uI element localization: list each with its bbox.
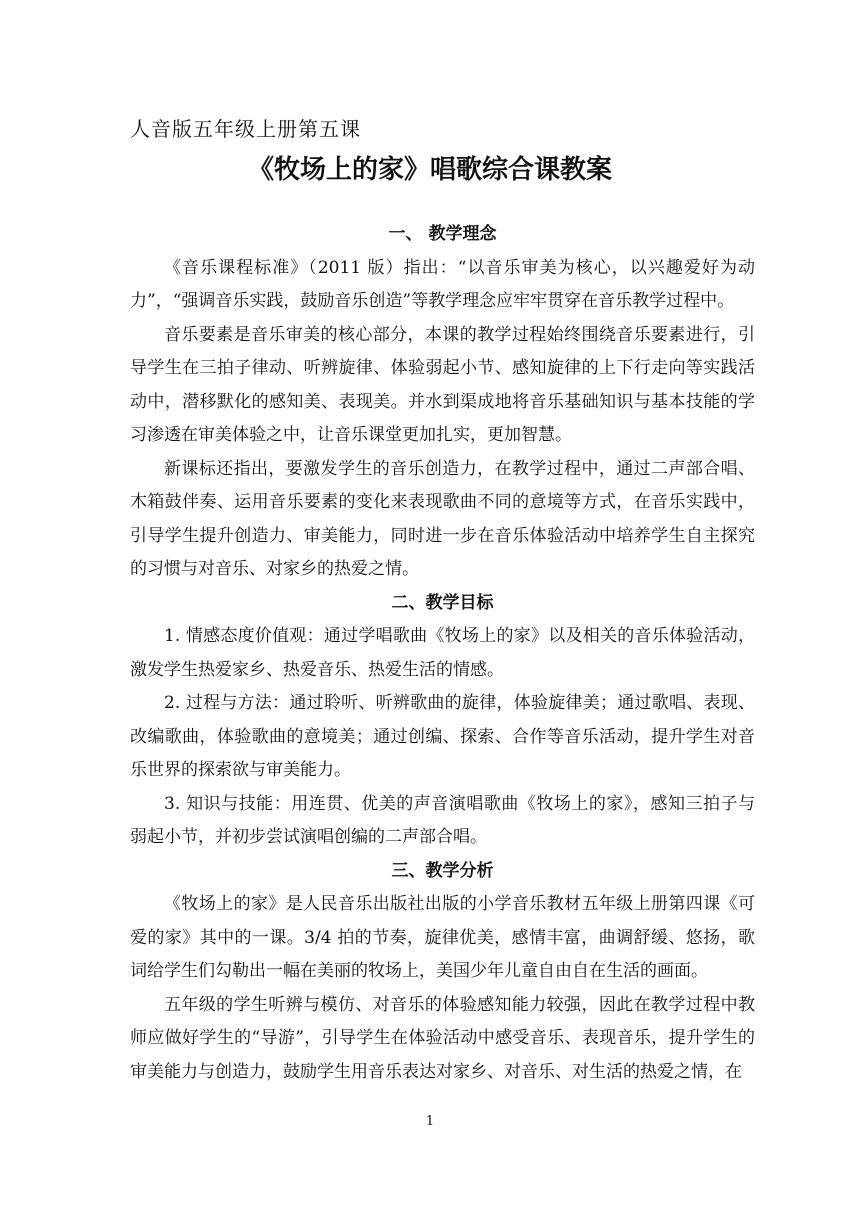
course-subtitle: 人音版五年级上册第五课 xyxy=(130,117,361,141)
paragraph: 新课标还指出，要激发学生的音乐创造力，在教学过程中，通过二声部合唱、木箱鼓伴奏、运用音乐要素的变化来表现歌曲不同的意境等方式，在音乐实践中，引导学生提升创造力、审美能力，同时进一步在音乐体验活动中培养学生自主探究的习惯与对音乐、对家乡的热爱之情。 xyxy=(130,458,755,579)
section-heading-philosophy: 一、 教学理念 xyxy=(388,224,497,244)
document-title: 《牧场上的家》唱歌综合课教案 xyxy=(247,155,612,185)
paragraph: 《音乐课程标准》（2011 版）指出：“以音乐审美为核心，以兴趣爱好为动力”，“强调音乐实践，鼓励音乐创造”等教学理念应牢牢贯穿在音乐教学过程中。 xyxy=(130,257,755,311)
page-number: 1 xyxy=(425,1114,435,1129)
objective-item: 3. 知识与技能：用连贯、优美的声音演唱歌曲《牧场上的家》，感知三拍子与弱起小节，并初步尝试演唱创编的二声部合唱。 xyxy=(130,793,755,847)
paragraph: 《牧场上的家》是人民音乐出版社出版的小学音乐教材五年级上册第四课《可爱的家》其中的一课。3/4 拍的节奏，旋律优美，感情丰富，曲调舒缓、悠扬，歌词给学生们勾勒出一幅在美丽的牧场上，美国少年儿童自由自在生活的画面。 xyxy=(130,894,755,981)
document-body xyxy=(130,218,755,1089)
paragraph: 五年级的学生听辨与模仿、对音乐的体验感知能力较强，因此在教学过程中教师应做好学生的“导游”，引导学生在体验活动中感受音乐、表现音乐，提升学生的审美能力与创造力，鼓励学生用音乐表达对家乡、对音乐、对生活的热爱之情，在 xyxy=(130,994,755,1082)
objective-item: 2. 过程与方法：通过聆听、听辨歌曲的旋律，体验旋律美；通过歌唱、表现、改编歌曲，体验歌曲的意境美；通过创编、探索、合作等音乐活动，提升学生对音乐世界的探索欲与审美能力。 xyxy=(130,693,755,780)
paragraph: 音乐要素是音乐审美的核心部分，本课的教学过程始终围绕音乐要素进行，引导学生在三拍子律动、听辨旋律、体验弱起小节、感知旋律的上下行走向等实践活动中，潜移默化的感知美、表现美。并水到渠成地将音乐基础知识与基本技能的学习渗透在审美体验之中，让音乐课堂更加扎实，更加智慧。 xyxy=(130,324,755,445)
objective-item: 1. 情感态度价值观：通过学唱歌曲《牧场上的家》以及相关的音乐体验活动，激发学生热爱家乡、热爱音乐、热爱生活的情感。 xyxy=(130,626,755,680)
section-heading-analysis: 三、教学分析 xyxy=(391,860,494,881)
section-heading-objectives: 二、教学目标 xyxy=(391,592,494,613)
